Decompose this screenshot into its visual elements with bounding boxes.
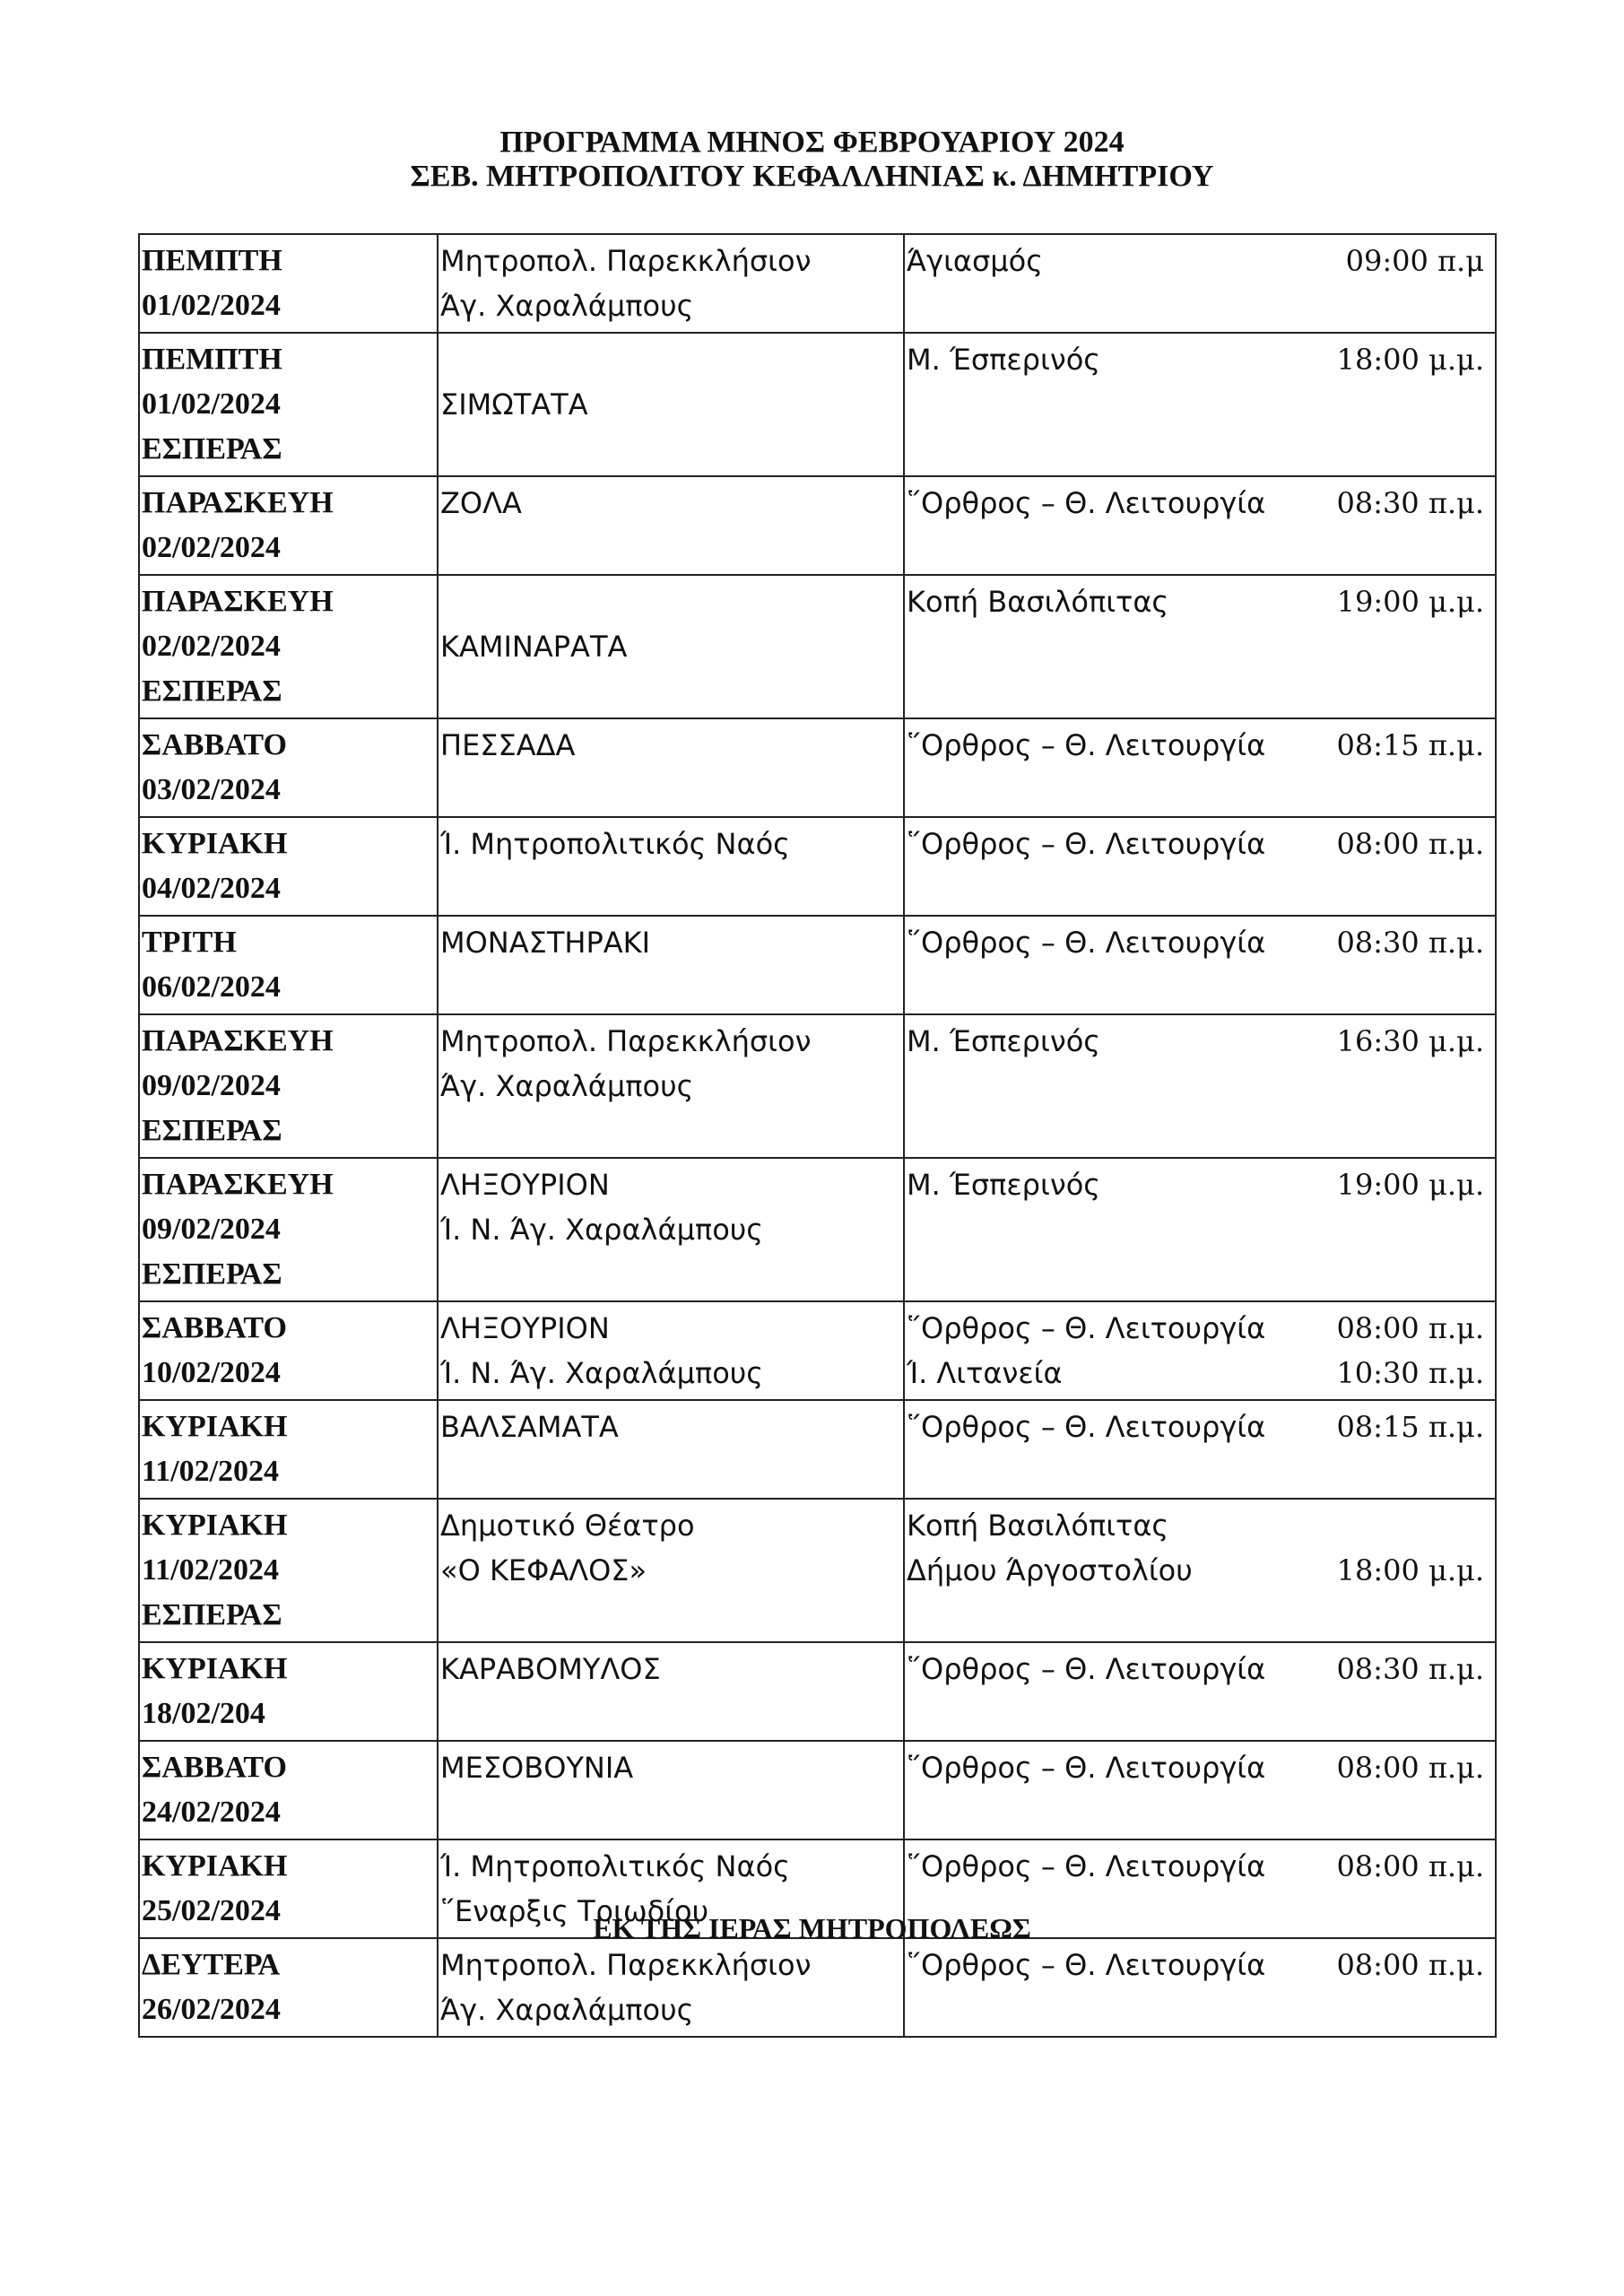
table-row xyxy=(139,1642,1496,1741)
service-time: 10:30 π.μ. xyxy=(1336,1356,1484,1390)
service-entry xyxy=(907,1844,1491,1889)
service-name: Δήμου Άργοστολίου xyxy=(907,1553,1193,1587)
service-time: 08:00 π.μ. xyxy=(1336,1849,1484,1883)
evening-label: ΕΣΠΕΡΑΣ xyxy=(142,432,282,465)
evening-label: ΕΣΠΕΡΑΣ xyxy=(142,1257,282,1291)
table-row xyxy=(139,575,1496,718)
date-value: 11/02/2024 xyxy=(142,1553,280,1587)
day-name: ΠΕΜΠΤΗ xyxy=(142,244,282,277)
place-line: ΣΙΜΩΤΑΤΑ xyxy=(440,387,588,422)
table-row xyxy=(139,1014,1496,1158)
place-cell xyxy=(438,1158,904,1301)
table-row xyxy=(139,234,1496,333)
service-name: ῞Ορθρος – Θ. Λειτουργία xyxy=(907,1652,1266,1686)
date-cell xyxy=(139,1499,438,1642)
service-name: Άγιασμός xyxy=(907,244,1044,278)
date-value: 01/02/2024 xyxy=(142,387,281,421)
service-name: ῞Ορθρος – Θ. Λειτουργία xyxy=(907,1751,1266,1785)
service-time: 19:00 μ.μ. xyxy=(1336,1168,1484,1202)
place-line: Μητροπολ. Παρεκκλήσιον xyxy=(440,244,812,278)
service-entry xyxy=(907,723,1491,768)
date-value: 04/02/2024 xyxy=(142,872,281,905)
service-entry xyxy=(907,1647,1491,1692)
place-line: ΜΟΝΑΣΤΗΡΑΚΙ xyxy=(440,926,651,960)
service-entry xyxy=(907,920,1491,965)
date-cell xyxy=(139,817,438,916)
service-name: ῞Ορθρος – Θ. Λειτουργία xyxy=(907,1948,1266,1982)
date-value: 02/02/2024 xyxy=(142,630,281,663)
place-line: ΚΑΜΙΝΑΡΑΤΑ xyxy=(440,630,628,664)
place-line: Δημοτικό Θέατρο xyxy=(440,1509,695,1543)
service-time: 08:00 π.μ. xyxy=(1336,1311,1484,1345)
table-row xyxy=(139,1400,1496,1499)
day-name: ΠΑΡΑΣΚΕΥΗ xyxy=(142,1024,334,1057)
service-name: Μ. Έσπερινός xyxy=(907,1168,1101,1202)
place-line: Άγ. Χαραλάμπους xyxy=(440,289,694,323)
place-line: Μητροπολ. Παρεκκλήσιον xyxy=(440,1948,812,1982)
place-line: Μητροπολ. Παρεκκλήσιον xyxy=(440,1024,812,1058)
place-line: Ί. Ν. Άγ. Χαραλάμπους xyxy=(440,1213,764,1247)
day-name: ΣΑΒΒΑΤΟ xyxy=(142,1751,287,1784)
service-cell xyxy=(904,1158,1496,1301)
service-name: Μ. Έσπερινός xyxy=(907,1024,1101,1058)
service-cell xyxy=(904,1400,1496,1499)
service-cell xyxy=(904,916,1496,1014)
place-line: ΖΟΛΑ xyxy=(440,486,522,520)
place-cell xyxy=(438,575,904,718)
table-row xyxy=(139,476,1496,575)
place-line: ΛΗΞΟΥΡΙΟΝ xyxy=(440,1168,610,1202)
service-time: 08:00 π.μ. xyxy=(1336,827,1484,861)
date-value: 09/02/2024 xyxy=(142,1069,281,1102)
table-row xyxy=(139,817,1496,916)
table-row xyxy=(139,1938,1496,2037)
schedule-body xyxy=(139,234,1496,2037)
place-line: ΛΗΞΟΥΡΙΟΝ xyxy=(440,1311,610,1345)
service-entry xyxy=(907,239,1491,283)
service-name: ῞Ορθρος – Θ. Λειτουργία xyxy=(907,926,1266,960)
place-cell xyxy=(438,1400,904,1499)
service-entry xyxy=(907,1162,1491,1207)
place-cell xyxy=(438,234,904,333)
table-row xyxy=(139,916,1496,1014)
evening-label: ΕΣΠΕΡΑΣ xyxy=(142,1598,282,1631)
service-name: ῞Ορθρος – Θ. Λειτουργία xyxy=(907,1849,1266,1883)
service-time: 18:00 μ.μ. xyxy=(1336,1553,1484,1587)
service-name: ῞Ορθρος – Θ. Λειτουργία xyxy=(907,1311,1266,1345)
service-entry xyxy=(907,1405,1491,1449)
date-cell xyxy=(139,718,438,817)
date-value: 26/02/2024 xyxy=(142,1993,281,2026)
service-name: Ί. Λιτανεία xyxy=(907,1356,1063,1390)
service-time: 09:00 π.μ xyxy=(1345,244,1484,278)
service-cell xyxy=(904,718,1496,817)
service-cell xyxy=(904,1642,1496,1741)
service-entry xyxy=(907,1745,1491,1790)
service-name: ῞Ορθρος – Θ. Λειτουργία xyxy=(907,728,1266,762)
date-value: 10/02/2024 xyxy=(142,1356,281,1389)
place-line: ΠΕΣΣΑΔΑ xyxy=(440,728,576,762)
place-cell xyxy=(438,817,904,916)
table-row xyxy=(139,1741,1496,1839)
day-name: ΚΥΡΙΑΚΗ xyxy=(142,827,288,860)
service-cell xyxy=(904,1938,1496,2037)
place-line: ΜΕΣΟΒΟΥΝΙΑ xyxy=(440,1751,634,1785)
place-cell xyxy=(438,1741,904,1839)
service-cell xyxy=(904,1014,1496,1158)
place-line: ΚΑΡΑΒΟΜΥΛΟΣ xyxy=(440,1652,661,1686)
place-cell xyxy=(438,916,904,1014)
day-name: ΤΡΙΤΗ xyxy=(142,926,237,959)
service-time: 08:15 π.μ. xyxy=(1336,728,1484,762)
service-name: Κοπή Βασιλόπιτας xyxy=(907,585,1169,619)
date-cell xyxy=(139,333,438,476)
service-time: 19:00 μ.μ. xyxy=(1336,585,1484,619)
date-cell xyxy=(139,916,438,1014)
service-cell xyxy=(904,1741,1496,1839)
place-cell xyxy=(438,1014,904,1158)
document-title: ΠΡΟΓΡΑΜΜΑ ΜΗΝΟΣ ΦΕΒΡΟΥΑΡΙΟΥ 2024 xyxy=(499,126,1125,159)
day-name: ΚΥΡΙΑΚΗ xyxy=(142,1652,288,1685)
service-time: 08:30 π.μ. xyxy=(1336,926,1484,960)
document-footer: ΕΚ ΤΗΣ ΙΕΡΑΣ ΜΗΤΡΟΠΟΛΕΩΣ xyxy=(593,1912,1031,1944)
place-cell xyxy=(438,718,904,817)
service-entry xyxy=(907,1019,1491,1064)
place-line: Άγ. Χαραλάμπους xyxy=(440,1069,694,1103)
table-row xyxy=(139,1301,1496,1400)
service-name: ῞Ορθρος – Θ. Λειτουργία xyxy=(907,486,1266,520)
service-time: 08:30 π.μ. xyxy=(1336,486,1484,520)
place-line: Άγ. Χαραλάμπους xyxy=(440,1993,694,2027)
date-value: 24/02/2024 xyxy=(142,1796,281,1829)
table-row xyxy=(139,718,1496,817)
date-cell xyxy=(139,1642,438,1741)
date-cell xyxy=(139,1741,438,1839)
place-line: ῞Εναρξις Τριωδίου xyxy=(440,1894,709,1928)
service-time: 18:00 μ.μ. xyxy=(1336,343,1484,377)
service-entry xyxy=(907,1943,1491,1987)
day-name: ΚΥΡΙΑΚΗ xyxy=(142,1509,288,1542)
service-name: Μ. Έσπερινός xyxy=(907,343,1101,377)
service-time: 08:00 π.μ. xyxy=(1336,1751,1484,1785)
evening-label: ΕΣΠΕΡΑΣ xyxy=(142,674,282,708)
day-name: ΠΕΜΠΤΗ xyxy=(142,343,282,376)
date-cell xyxy=(139,575,438,718)
service-cell xyxy=(904,333,1496,476)
service-cell xyxy=(904,476,1496,575)
date-cell xyxy=(139,234,438,333)
day-name: ΚΥΡΙΑΚΗ xyxy=(142,1410,288,1443)
service-cell xyxy=(904,1499,1496,1642)
date-value: 03/02/2024 xyxy=(142,773,281,806)
day-name: ΣΑΒΒΑΤΟ xyxy=(142,728,287,761)
service-cell xyxy=(904,1301,1496,1400)
date-cell xyxy=(139,1938,438,2037)
service-entry xyxy=(907,1306,1491,1351)
service-entry xyxy=(907,1548,1491,1593)
day-name: ΠΑΡΑΣΚΕΥΗ xyxy=(142,1168,334,1201)
service-entry xyxy=(907,481,1491,526)
date-value: 01/02/2024 xyxy=(142,289,281,322)
place-cell xyxy=(438,1642,904,1741)
place-line: Ί. Ν. Άγ. Χαραλάμπους xyxy=(440,1356,764,1390)
service-time: 08:30 π.μ. xyxy=(1336,1652,1484,1686)
date-cell xyxy=(139,1014,438,1158)
day-name: ΠΑΡΑΣΚΕΥΗ xyxy=(142,585,334,618)
service-name: ῞Ορθρος – Θ. Λειτουργία xyxy=(907,827,1266,861)
place-cell xyxy=(438,333,904,476)
document-subtitle: ΣΕΒ. ΜΗΤΡΟΠΟΛΙΤΟΥ ΚΕΦΑΛΛΗΝΙΑΣ κ. ΔΗΜΗΤΡΙΟΥ xyxy=(410,160,1214,193)
service-time: 08:00 π.μ. xyxy=(1336,1948,1484,1982)
place-line: ΒΑΛΣΑΜΑΤΑ xyxy=(440,1410,619,1444)
service-cell xyxy=(904,234,1496,333)
service-time: 08:15 π.μ. xyxy=(1336,1410,1484,1444)
date-value: 25/02/2024 xyxy=(142,1894,281,1927)
place-cell xyxy=(438,1499,904,1642)
place-cell xyxy=(438,476,904,575)
date-cell xyxy=(139,1400,438,1499)
day-name: ΣΑΒΒΑΤΟ xyxy=(142,1311,287,1344)
service-name: ῞Ορθρος – Θ. Λειτουργία xyxy=(907,1410,1266,1444)
service-cell xyxy=(904,817,1496,916)
service-name: Κοπή Βασιλόπιτας xyxy=(907,1509,1169,1543)
service-entry xyxy=(907,337,1491,382)
date-cell xyxy=(139,1158,438,1301)
date-cell xyxy=(139,476,438,575)
service-cell xyxy=(904,575,1496,718)
date-value: 11/02/2024 xyxy=(142,1455,280,1488)
table-row xyxy=(139,1158,1496,1301)
service-entry xyxy=(907,579,1491,624)
day-name: ΔΕΥΤΕΡΑ xyxy=(142,1948,281,1981)
date-value: 06/02/2024 xyxy=(142,970,281,1004)
table-row xyxy=(139,1499,1496,1642)
service-entry xyxy=(907,822,1491,866)
evening-label: ΕΣΠΕΡΑΣ xyxy=(142,1114,282,1147)
date-value: 18/02/204 xyxy=(142,1697,265,1730)
service-entry xyxy=(907,1351,1491,1396)
place-cell xyxy=(438,1301,904,1400)
service-time: 16:30 μ.μ. xyxy=(1336,1024,1484,1058)
place-cell xyxy=(438,1938,904,2037)
day-name: ΚΥΡΙΑΚΗ xyxy=(142,1849,288,1883)
date-value: 02/02/2024 xyxy=(142,531,281,564)
place-line: «Ο ΚΕΦΑΛΟΣ» xyxy=(440,1553,647,1587)
date-value: 09/02/2024 xyxy=(142,1213,281,1246)
service-time xyxy=(1484,1503,1491,1548)
table-row xyxy=(139,333,1496,476)
place-line: Ί. Μητροπολιτικός Ναός xyxy=(440,827,790,861)
date-cell xyxy=(139,1301,438,1400)
service-entry xyxy=(907,1503,1491,1548)
place-line: Ί. Μητροπολιτικός Ναός xyxy=(440,1849,790,1883)
schedule-table xyxy=(138,233,1497,2038)
day-name: ΠΑΡΑΣΚΕΥΗ xyxy=(142,486,334,519)
